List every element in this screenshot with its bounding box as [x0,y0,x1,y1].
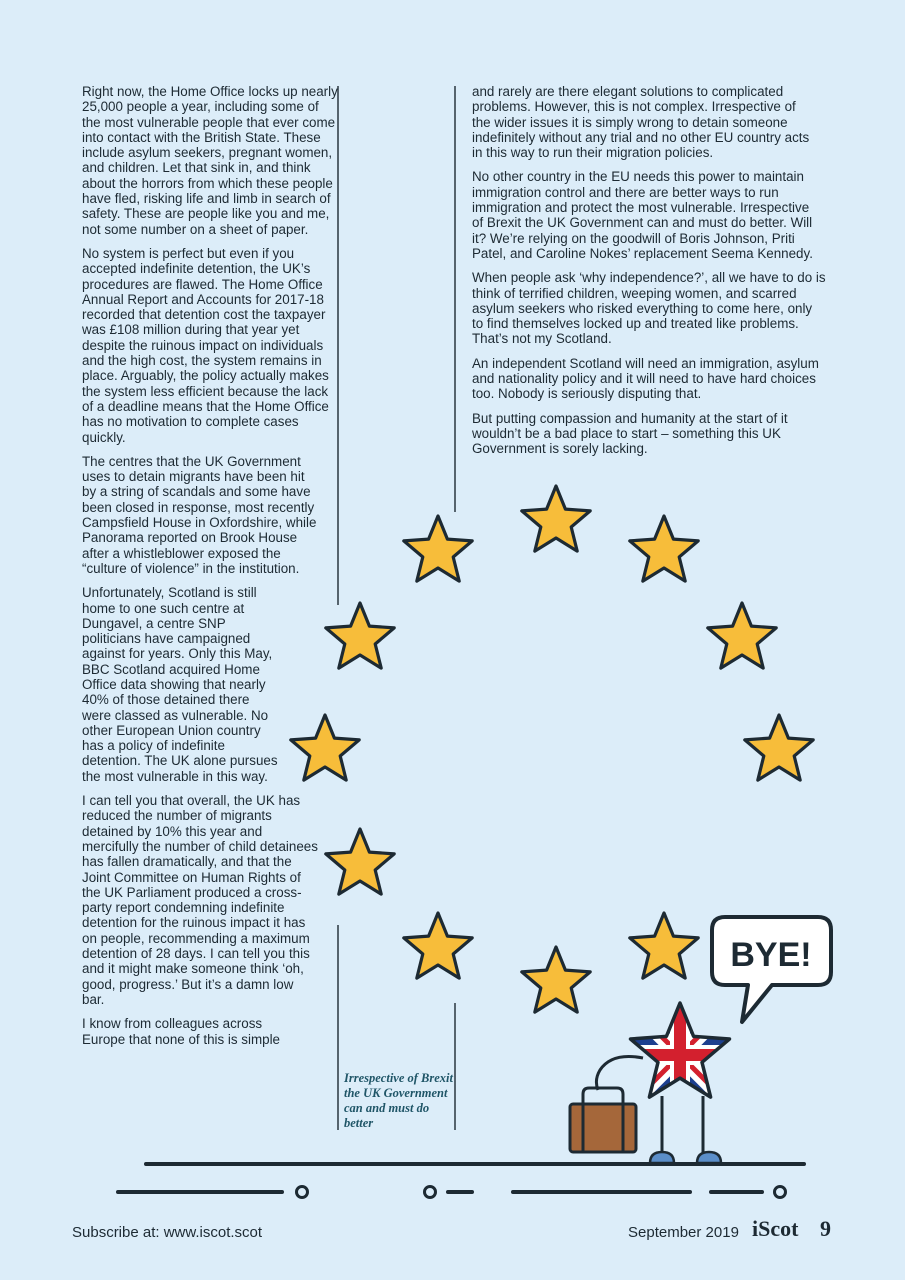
eu-star-icon [404,913,472,978]
brand-logo: iScot [752,1216,799,1241]
eu-star-icon [745,715,813,780]
paragraph: No system is perfect but even if you accepted indefinite detention, the UK’s procedures are flawed. The Home Office Annual Report and Accounts for 2017-18 recorded that detention cost the taxpayer was £108 million during that year yet despite the ruinous impact on individuals and the high cost, the system remains in place. Arguably, the policy actually makes the system less efficient because the lack of a deadline means that the Home Office has no motivation to complete cases quickly. [82,245,329,445]
issue-date: September 2019 [628,1224,739,1241]
paragraph: Right now, the Home Office locks up nearly 25,000 people a year, including some of the most vulnerable people that ever come into contact with the British State. These include asylum seekers, pregnant women, and children. Let that sink in, and think about the horrors from which these people have fled, risking life and limb in search of safety. These are people like you and me, not some number on a sheet of paper. [82,84,338,237]
page-number: 9 [820,1216,831,1241]
eu-star-icon [708,603,776,668]
paragraph: No other country in the EU needs this power to maintain immigration control and there are better ways to run immigration and protect the most vulnerable. Irrespective of Brexit the UK Government can and must do better. Will it? We’re relying on the goodwill of Boris Johnson, Priti Patel, and Caroline Nokes’ replacement Seema Kennedy. [472,169,813,261]
paragraph: I know from colleagues across Europe that none of this is simple [82,1016,280,1047]
speech-bubble-text: BYE! [730,936,812,974]
paragraph: An independent Scotland will need an immigration, asylum and nationality policy and it will need to have hard choices too. Nobody is seriously disputing that. [472,355,819,402]
eu-star-icon [630,913,698,978]
pull-quote: Irrespective of Brexit the UK Government can and must do better [344,1071,454,1130]
eu-star-icon [522,947,590,1012]
eu-star-icon [522,486,590,551]
paragraph: But putting compassion and humanity at the start of it wouldn’t be a bad place to start – something this UK Government is sorely lacking. [472,410,788,457]
subscribe-link[interactable]: Subscribe at: www.iscot.scot [72,1224,263,1241]
eu-star-icon [630,516,698,581]
eu-star-icon [404,516,472,581]
article-column-right [472,84,834,466]
paragraph: and rarely are there elegant solutions to complicated problems. However, this is not complex. Irrespective of the wider issues it is simply wrong to detain someone indefinitely without any trial and no other EU country acts in this way to run their migration policies. [472,84,810,161]
paragraph: Unfortunately, Scotland is still home to one such centre at Dungavel, a centre SNP politicians have campaigned against for years. Only this May, BBC Scotland acquired Home Office data showing that nearly 40% of those detained there were classed as vulnerable. No other European Union country has a policy of indefinite detention. The UK alone pursues the most vulnerable in this way. [82,585,278,784]
union-flag-star-icon [620,995,740,1115]
suitcase-icon [570,1088,636,1152]
paragraph: I can tell you that overall, the UK has reduced the number of migrants detained by 10% this year and mercifully the number of child detainees has fallen dramatically, and that the Joint Committee on Human Rights of the UK Parliament produced a cross-party report condemning indefinite detention for the ruinous impact it has on people, recommending a maximum detention of 28 days. I can tell you this and it might make someone think ‘oh, good, progress.’ But it’s a damn low bar. [82,793,318,1007]
decorative-lines [118,1187,786,1198]
article-column-left [82,84,340,1056]
paragraph: The centres that the UK Government uses to detain migrants have been hit by a string of scandals and some have been closed in response, most recently Campsfield House in Oxfordshire, while Panorama reported on Brook House after a whistleblower exposed the “culture of violence” in the institution. [82,453,317,576]
paragraph: When people ask ‘why independence?’, all we have to do is think of terrified children, weeping women, and scarred asylum seekers who risked everything to come here, only to find themselves locked up and treated like problems. That’s not my Scotland. [472,270,826,347]
